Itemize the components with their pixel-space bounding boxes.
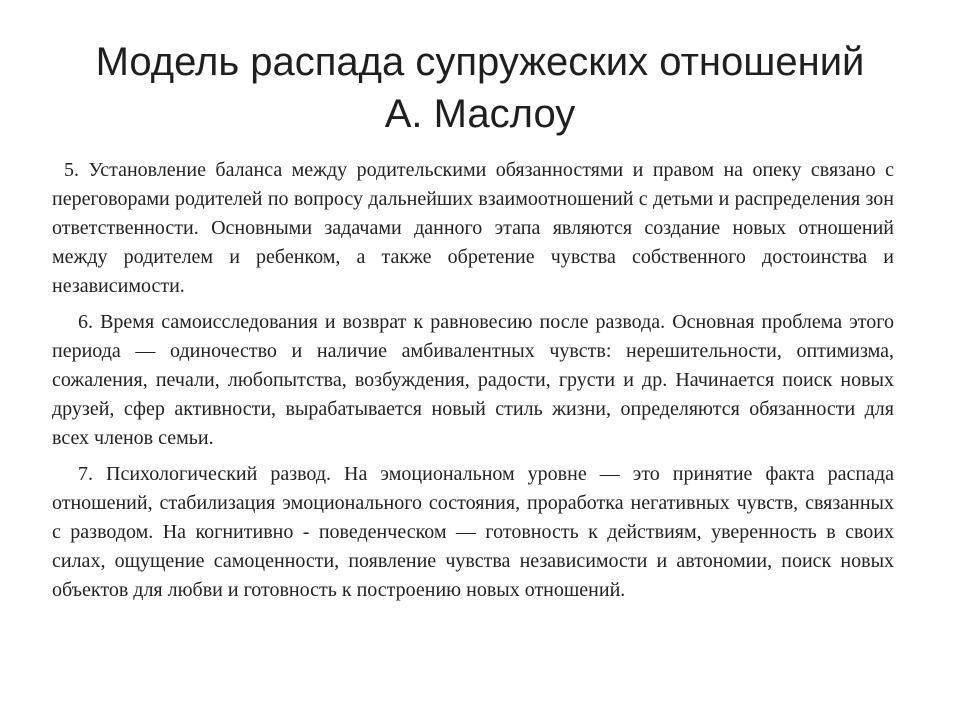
- paragraph-stage-5: 5. Установление баланса между родительскими обязанностями и правом на опеку связано с переговорами родителей по вопросу дальнейших взаимоотношений с детьми и распределения зон ответственности. Основными задачами данного этапа являются создание новых отношений между родителем и ребенком, а также обретение чувства собственного достоинства и независимости.: [52, 159, 894, 297]
- slide-title-line-2: А. Маслоу: [384, 92, 576, 136]
- paragraph-stage-6: 6. Время самоисследования и возврат к равновесию после развода. Основная проблема этого периода — одиночество и наличие амбивалентных чувств: нерешительности, оптимизма, сожаления, печали, любопытства, возбуждения, радости, грусти и др. Начинается поиск новых друзей, сфер активности, вырабатывается новый стиль жизни, определяются обязанности для всех членов семьи.: [52, 311, 894, 449]
- slide-body: [52, 156, 894, 612]
- slide-title: [40, 36, 920, 140]
- paragraph-stage-7: 7. Психологический развод. На эмоциональном уровне — это принятие факта распада отношений, стабилизация эмоционального состояния, проработка негативных чувств, связанных с разводом. На когнитивно - поведенческом — готовность к действиям, уверенность в своих силах, ощущение самоценности, появление чувства независимости и автономии, поиск новых объектов для любви и готовность к построению новых отношений.: [52, 463, 894, 601]
- slide-title-line-1: Модель распада супружеских отношений: [95, 40, 865, 84]
